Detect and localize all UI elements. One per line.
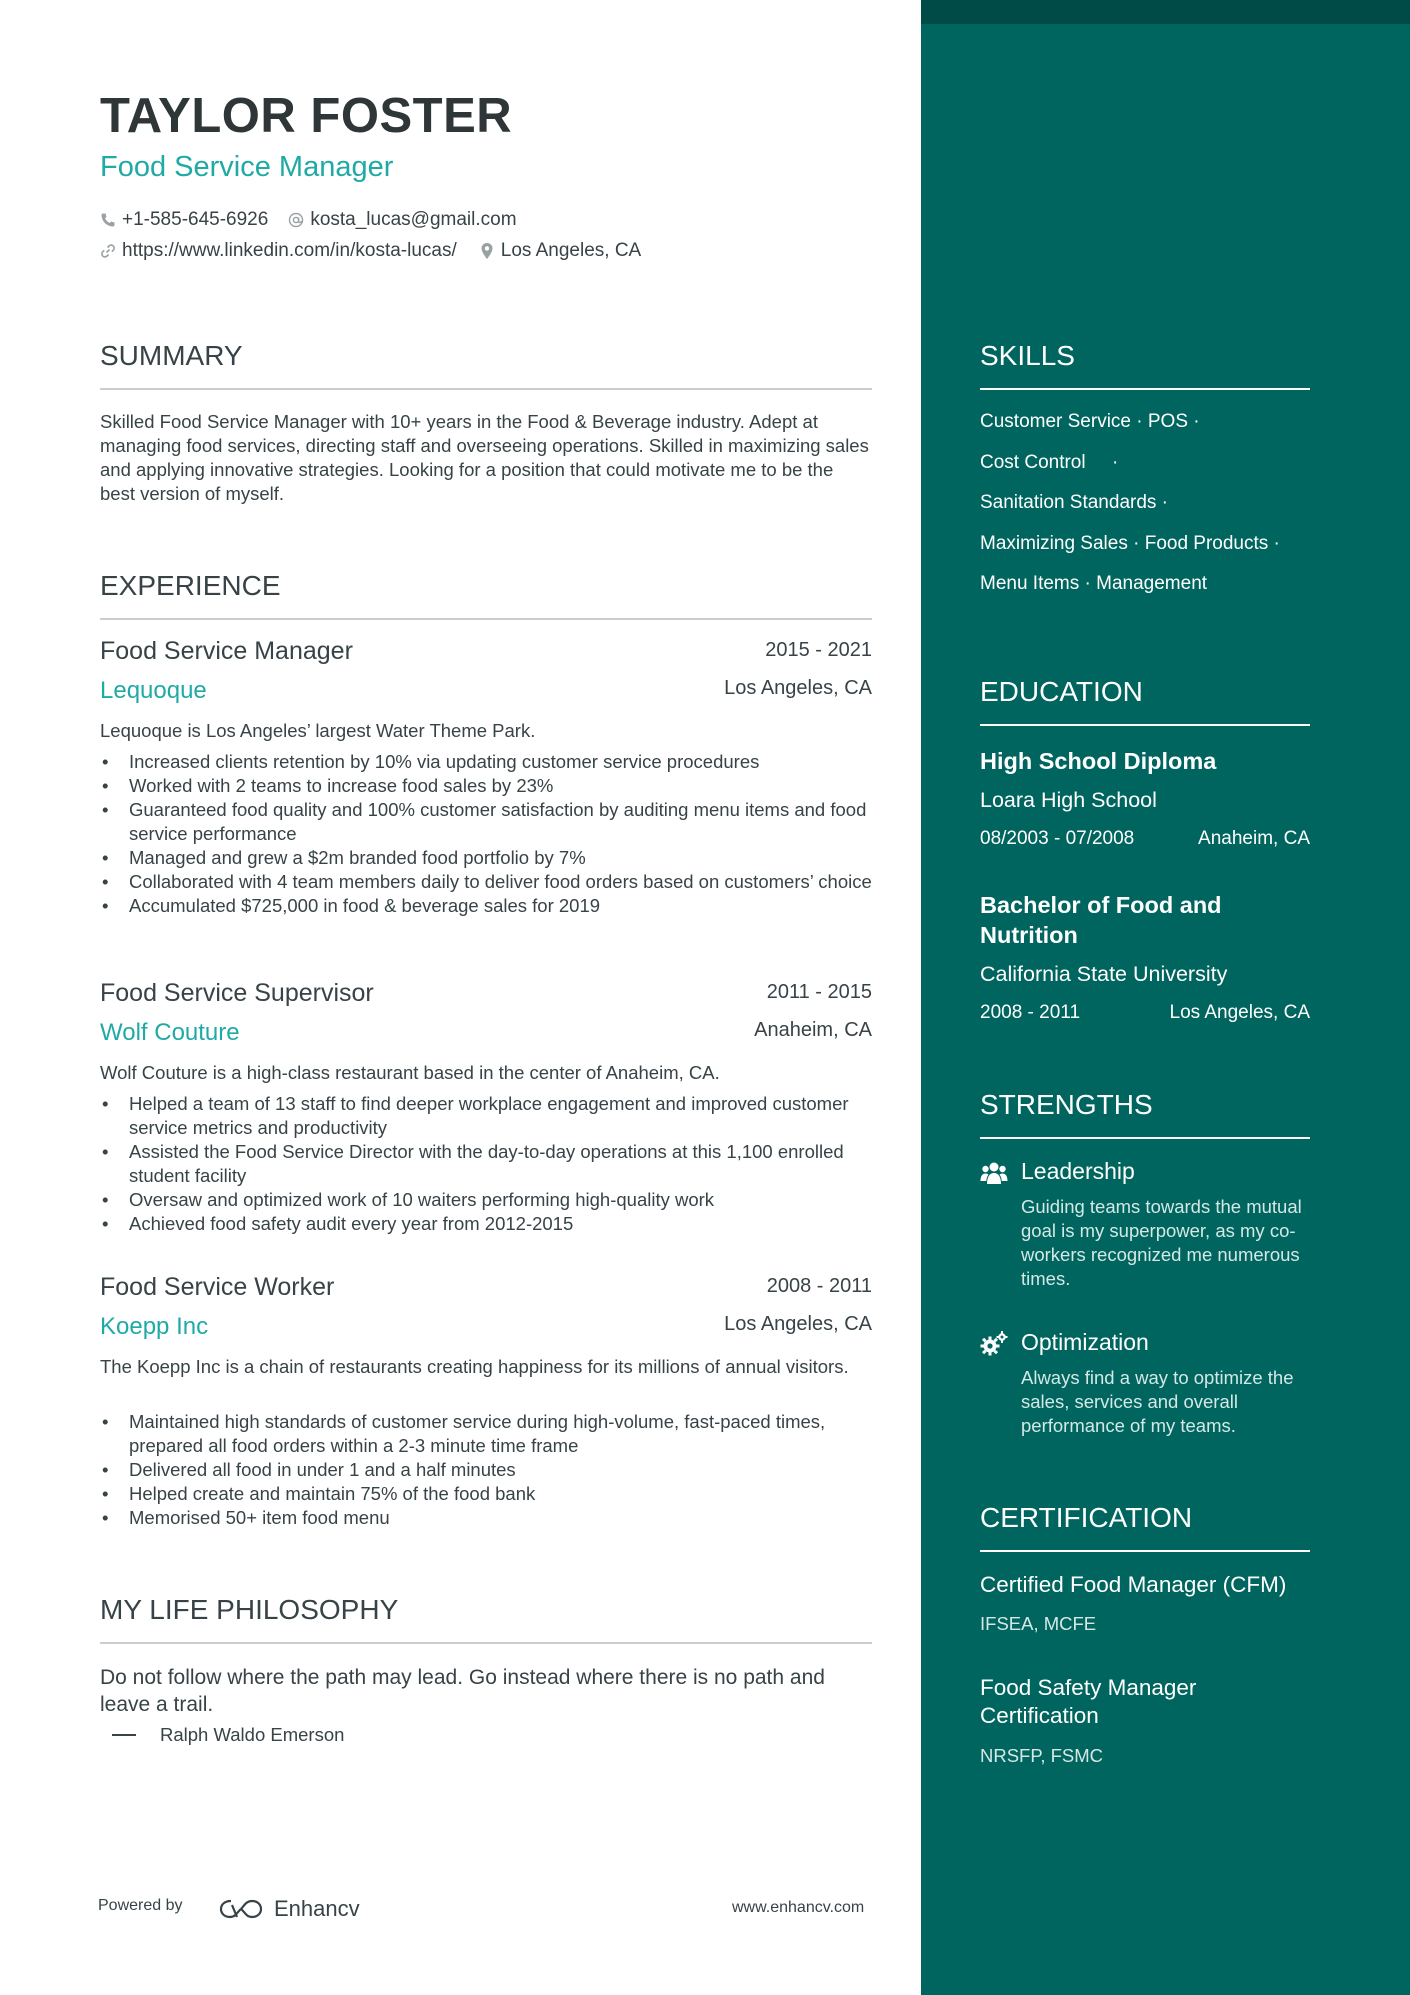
skills-heading: SKILLS [980,340,1075,371]
skills-divider [980,388,1310,390]
job-bullets [100,750,872,918]
job-bullet: • Achieved food safety audit every year from 2012-2015 [100,1212,872,1236]
cert-issuer: IFSEA, MCFE [980,1613,1097,1634]
cert-title: Certified Food Manager (CFM) [980,1572,1287,1597]
job-bullet: • Guaranteed food quality and 100% customer satisfaction by auditing menu items and food service performance [100,798,872,846]
sidebar [921,0,1410,1995]
phone-icon [100,212,116,228]
job-title: Food Service Manager [100,637,353,665]
location-pin-icon [479,242,495,260]
edu-degree: High School Diploma [980,748,1217,774]
strengths-divider [980,1137,1310,1139]
job-company: Koepp Inc [100,1313,209,1340]
skills-line: Menu Items · Management [980,573,1208,594]
enhancv-brand-text: Enhancv [274,1896,360,1921]
summary-divider [100,388,872,390]
job-location: Los Angeles, CA [724,677,872,699]
job-bullet: • Helped a team of 13 staff to find deeper workplace engagement and improved customer service metrics and productivity [100,1092,872,1140]
phone-text[interactable]: +1-585-645-6926 [122,209,269,230]
philosophy-divider [100,1642,872,1644]
edu-degree: Bachelor of Food and Nutrition [980,892,1222,948]
candidate-title: Food Service Manager [100,151,394,183]
job-description: Wolf Couture is a high-class restaurant based in the center of Anaheim, CA. [100,1062,720,1083]
certification-divider [980,1550,1310,1552]
job-bullets [100,1092,872,1236]
edu-school: California State University [980,962,1228,986]
skills-line: Sanitation Standards · [980,492,1169,513]
job-bullet: • Accumulated $725,000 in food & beverage sales for 2019 [100,894,872,918]
strength-title: Leadership [1021,1158,1135,1184]
job-bullet: • Increased clients retention by 10% via updating customer service procedures [100,750,872,774]
job-bullets [100,1410,872,1530]
job-location: Anaheim, CA [754,1019,872,1041]
experience-divider [100,618,872,620]
cert-issuer: NRSFP, FSMC [980,1745,1104,1766]
strength-description: Always find a way to optimize the sales, services and overall performance of my teams. [1021,1367,1294,1436]
skills-line: Customer Service · POS · [980,411,1200,432]
skills-line: Maximizing Sales · Food Products · [980,533,1280,554]
enhancv-logo-icon [218,1896,264,1922]
candidate-name: TAYLOR FOSTER [100,89,513,143]
edu-location: Los Angeles, CA [1169,1002,1310,1023]
edu-location: Anaheim, CA [1198,828,1310,849]
job-title: Food Service Supervisor [100,979,374,1007]
job-dates: 2008 - 2011 [766,1275,872,1297]
email-text[interactable]: kosta_lucas@gmail.com [310,209,517,230]
job-bullet: • Memorised 50+ item food menu [100,1506,872,1530]
gears-icon [980,1331,1008,1362]
philosophy-quote: Do not follow where the path may lead. Go instead where there is no path and leave a trail. [100,1666,825,1716]
strength-description: Guiding teams towards the mutual goal is my superpower, as my co-workers recognized me numerous times. [1021,1196,1302,1289]
experience-heading: EXPERIENCE [100,570,281,601]
edu-dates: 2008 - 2011 [980,1002,1081,1023]
job-title: Food Service Worker [100,1273,335,1301]
edu-dates: 08/2003 - 07/2008 [980,828,1135,849]
job-company: Wolf Couture [100,1019,240,1046]
job-bullet: • Helped create and maintain 75% of the food bank [100,1482,872,1506]
job-dates: 2015 - 2021 [765,639,872,661]
job-bullet: • Delivered all food in under 1 and a half minutes [100,1458,872,1482]
job-dates: 2011 - 2015 [766,981,872,1003]
job-bullet: • Collaborated with 4 team members daily to deliver food orders based on customers’ choice [100,870,872,894]
job-company: Lequoque [100,677,207,704]
footer-url[interactable]: www.enhancv.com [732,1899,865,1916]
job-bullet: • Assisted the Food Service Director with the day-to-day operations at this 1,100 enrolled student facility [100,1140,872,1188]
education-divider [980,724,1310,726]
summary-text: Skilled Food Service Manager with 10+ years in the Food & Beverage industry. Adept at managing food services, directing staff and overseeing operations. Skilled in maximizing sales and applying innovative strategies. Looking for a position that could motivate me to be the best version of myself. [100,411,869,504]
enhancv-logo[interactable] [218,1896,360,1922]
contact-row-1 [100,209,537,231]
strength-title: Optimization [1021,1329,1149,1355]
users-icon [980,1160,1008,1191]
quote-author-name: Ralph Waldo Emerson [160,1724,345,1745]
strengths-heading: STRENGTHS [980,1089,1153,1120]
edu-school: Loara High School [980,788,1157,812]
job-description: The Koepp Inc is a chain of restaurants creating happiness for its millions of annual visitors. [100,1356,849,1377]
certification-heading: CERTIFICATION [980,1502,1193,1533]
at-icon [288,212,304,228]
cert-title: Food Safety Manager Certification [980,1675,1197,1728]
education-heading: EDUCATION [980,676,1143,707]
philosophy-heading: MY LIFE PHILOSOPHY [100,1594,399,1625]
job-bullet: • Maintained high standards of customer service during high-volume, fast-paced times, prepared all food orders within a 2-3 minute time frame [100,1410,872,1458]
quote-dash [112,1734,136,1736]
linkedin-text[interactable]: https://www.linkedin.com/in/kosta-lucas/ [122,240,457,261]
location-text: Los Angeles, CA [500,240,642,261]
contact-linkedin [100,240,457,262]
skills-line: Cost Control · [980,452,1119,473]
contact-location [479,240,641,262]
summary-heading: SUMMARY [100,340,243,371]
job-bullet: • Oversaw and optimized work of 10 waiters performing high-quality work [100,1188,872,1212]
sidebar-top-band [921,0,1410,24]
job-bullet: • Worked with 2 teams to increase food sales by 23% [100,774,872,798]
powered-by-label: Powered by [98,1897,183,1914]
job-description: Lequoque is Los Angeles’ largest Water Theme Park. [100,720,536,741]
quote-author [112,1724,344,1746]
link-icon [100,243,116,259]
contact-email [288,209,516,231]
contact-phone [100,209,268,231]
job-location: Los Angeles, CA [724,1313,872,1335]
contact-row-2 [100,240,661,262]
job-bullet: • Managed and grew a $2m branded food portfolio by 7% [100,846,872,870]
